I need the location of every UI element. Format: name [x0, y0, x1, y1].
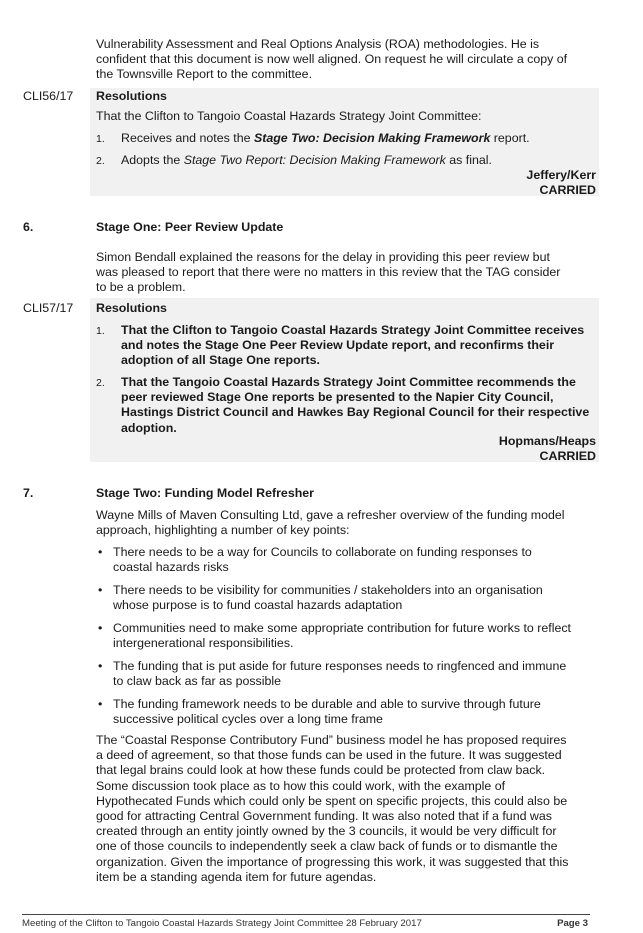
resolution-heading: Resolutions — [96, 89, 167, 103]
bullet-icon: • — [98, 621, 103, 635]
paragraph-line: a deed of agreement, so that those funds can be used in the future. It was suggested — [96, 748, 562, 763]
item-number: 2. — [96, 155, 105, 167]
resolution-lead: That the Clifton to Tangoio Coastal Hazards Strategy Joint Committee: — [96, 109, 482, 123]
carried-status: CARRIED — [539, 183, 596, 197]
section-body — [96, 733, 596, 885]
section-title: Stage One: Peer Review Update — [96, 220, 284, 234]
item-line: adoption. — [121, 420, 177, 435]
bullet-line: The funding that is put aside for future responses needs to ringfenced and immune — [113, 659, 567, 673]
section-intro — [96, 508, 596, 538]
bullet-line: There needs to be a way for Councils to collaborate on funding responses to — [113, 545, 532, 559]
section-number: 7. — [23, 486, 34, 500]
paragraph-line: created through an entity jointly owned by the 3 councils, it would be very difficult for — [96, 824, 557, 839]
bullet-line: successive political cycles over a long time frame — [113, 712, 383, 727]
item-line: peer reviewed Stage One reports be presented to the Napier City Council, — [121, 390, 554, 405]
intro-paragraph — [96, 37, 596, 83]
footer-meeting: Meeting of the Clifton to Tangoio Coastal Hazards Strategy Joint Committee 28 February 2017 — [22, 918, 422, 929]
carried-status: CARRIED — [539, 449, 596, 463]
section-number: 6. — [23, 220, 34, 234]
bullet-icon: • — [98, 659, 103, 673]
intro-line: confident that this document is now well aligned. On request he will circulate a copy of — [96, 52, 568, 67]
item-text: report. — [490, 131, 530, 145]
paragraph-line: organization. Given the importance of progressing this work, it was suggested that this — [96, 854, 569, 869]
resolution-code: CLI57/17 — [23, 301, 74, 315]
footer-divider — [22, 914, 590, 915]
report-title: Stage Two: Decision Making Framework — [253, 131, 491, 145]
item-line: That the Tangoio Coastal Hazards Strategy Joint Committee recommends the — [121, 375, 576, 389]
bullet-line: There needs to be visibility for communities / stakeholders into an organisation — [113, 583, 543, 597]
item-line: adoption of all Stage One reports. — [121, 353, 320, 368]
item-line: That the Clifton to Tangoio Coastal Hazards Strategy Joint Committee receives — [121, 323, 585, 337]
item-text: Adopts the — [121, 153, 184, 167]
paragraph-line: to be a problem. — [96, 280, 186, 295]
item-text: Receives and notes the — [121, 131, 254, 145]
section-title: Stage Two: Funding Model Refresher — [96, 486, 314, 500]
bullet-icon: • — [98, 697, 103, 711]
bullet-icon: • — [98, 583, 103, 597]
paragraph-line: Hypothecated Funds which could only be spent on specific projects, this could also be — [96, 793, 568, 808]
paragraph-line: one of those councils to independently seek a claw back of funds or to dismantle the — [96, 839, 558, 854]
intro-line: Vulnerability Assessment and Real Options Analysis (ROA) methodologies. He is — [96, 37, 540, 51]
paragraph-line: Simon Bendall explained the reasons for the delay in providing this peer review but — [96, 250, 550, 264]
bullet-line: The funding framework needs to be durable and able to survive through future — [113, 697, 541, 711]
paragraph-line: Wayne Mills of Maven Consulting Ltd, gave a refresher overview of the funding model — [96, 508, 565, 522]
paragraph-line: that legal brains could look at how these funds could be protected from claw back. — [96, 763, 546, 778]
item-text: as final. — [445, 153, 492, 167]
bullet-line: coastal hazards risks — [113, 560, 229, 575]
paragraph-line: item be a standing agenda item for future agendas. — [96, 869, 377, 884]
item-number: 2. — [96, 377, 105, 389]
paragraph-line: The “Coastal Response Contributory Fund” business model he has proposed requires — [96, 733, 567, 747]
paragraph-line: was pleased to report that there were no matters in this review that the TAG consider — [96, 265, 561, 280]
paragraph-line: good for attracting Central Government funding. It was also noted that if a fund was — [96, 809, 552, 824]
paragraph-line: Some discussion took place as to how this could work, with the example of — [96, 778, 506, 793]
section-paragraph — [96, 250, 596, 296]
page-number: Page 3 — [557, 918, 588, 929]
item-number: 1. — [96, 133, 105, 145]
movers: Hopmans/Heaps — [498, 434, 596, 448]
item-line: Hastings District Council and Hawkes Bay Regional Council for their respective — [121, 405, 590, 420]
movers: Jeffery/Kerr — [526, 168, 596, 182]
bullet-line: intergenerational responsibilities. — [113, 636, 294, 651]
resolution-code: CLI56/17 — [23, 89, 74, 103]
bullet-line: Communities need to make some appropriate contribution for future works to reflect — [113, 621, 571, 635]
item-line: and notes the Stage One Peer Review Update report, and reconfirms their — [121, 338, 555, 353]
intro-line: the Townsville Report to the committee. — [96, 67, 313, 82]
bullet-line: whose purpose is to fund coastal hazards adaptation — [113, 598, 403, 613]
report-title: Stage Two Report: Decision Making Framework — [183, 153, 446, 167]
bullet-line: to claw back as far as possible — [113, 674, 282, 689]
item-number: 1. — [96, 325, 105, 337]
bullet-icon: • — [98, 545, 103, 559]
paragraph-line: approach, highlighting a number of key points: — [96, 523, 350, 538]
resolution-heading: Resolutions — [96, 301, 167, 315]
